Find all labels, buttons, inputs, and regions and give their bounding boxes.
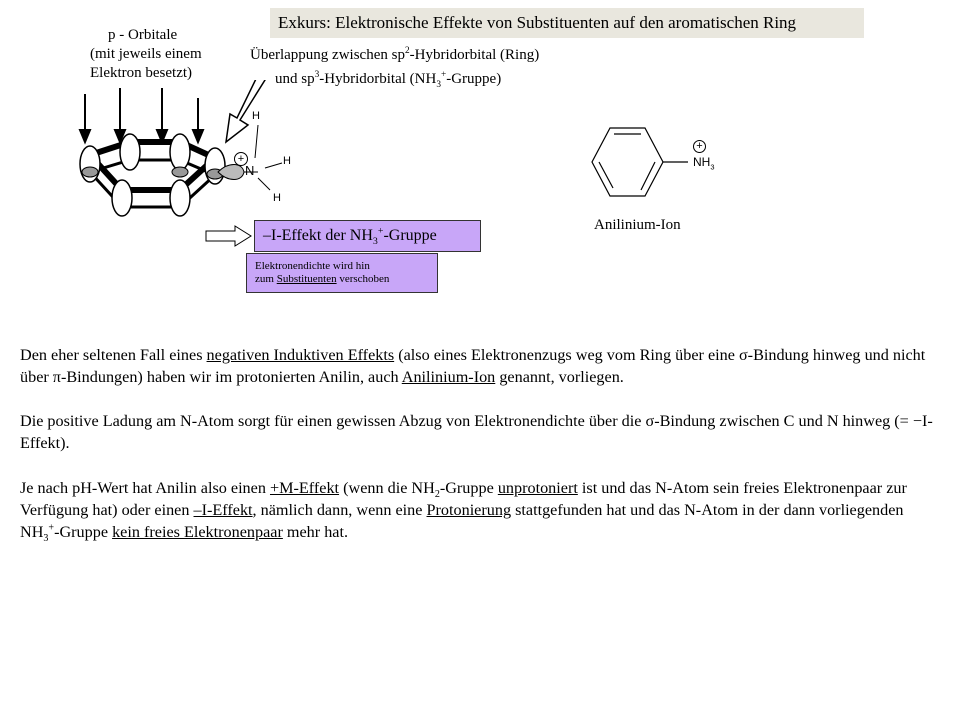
overlap-label-line-1: Überlappung zwischen $sp^2$-Hybridorbital (Ring) [250, 46, 540, 63]
p-orbital-arrows [80, 88, 203, 142]
electron-density-box: Elektronendichte wird hin zum Substituenten verschoben [246, 253, 438, 293]
paragraph-1: Den eher seltenen Fall eines negativen Induktiven Effekts (also eines Elektronenzugs weg vom Ring über eine σ-Bindung hinweg und nicht über π-Bindungen) haben wir im protonierten Anilin, auch Anilinium-Ion genannt, vorliegen. [20, 346, 926, 386]
p-orbitale-note-2: Elektron besetzt) [90, 65, 193, 81]
anilinium-ion-label: Anilinium-Ion [594, 217, 681, 233]
atom-n: N [245, 163, 255, 178]
nh3-label: $NH_3$ [693, 155, 715, 172]
benzene-ring-orbitals [80, 134, 225, 216]
atom-h-right: H [283, 155, 291, 167]
p-orbitale-note-1: (mit jeweils einem [90, 46, 202, 62]
anilinium-charge-icon: + [693, 140, 706, 153]
effect-box: –I-Effekt der $NH_3^+$-Gruppe [254, 220, 481, 252]
nh3-group-bonds [255, 125, 282, 190]
positive-charge-icon: + [234, 152, 248, 166]
p-orbitale-label: p - Orbitale [108, 27, 178, 43]
right-arrow-icon [205, 225, 253, 247]
paragraph-3: Je nach pH-Wert hat Anilin also einen +M-Effekt (wenn die $NH_2$-Gruppe unprotoniert ist und das N-Atom sein freies Elektronenpaar zur Verfügung hat) oder einen –I-Effekt, nämlich dann, wenn eine Protonierung stattgefunden hat und das N-Atom in der dann vorliegenden $NH_3^+$-Gruppe kein freies Elektronenpaar mehr hat. [20, 479, 907, 545]
paragraph-2: Die positive Ladung am N-Atom sorgt für einen gewissen Abzug von Elektronendichte über die σ-Bindung zwischen C und N hinweg (= −I-Effekt). [20, 412, 933, 452]
page-title: Exkurs: Elektronische Effekte von Substituenten auf den aromatischen Ring [270, 8, 864, 38]
atom-h-top: H [252, 110, 260, 122]
overlap-label-line-2: und $sp^3$-Hybridorbital $(NH_3^+-Gruppe)$ [275, 70, 502, 90]
atom-h-bottom: H [273, 192, 281, 204]
